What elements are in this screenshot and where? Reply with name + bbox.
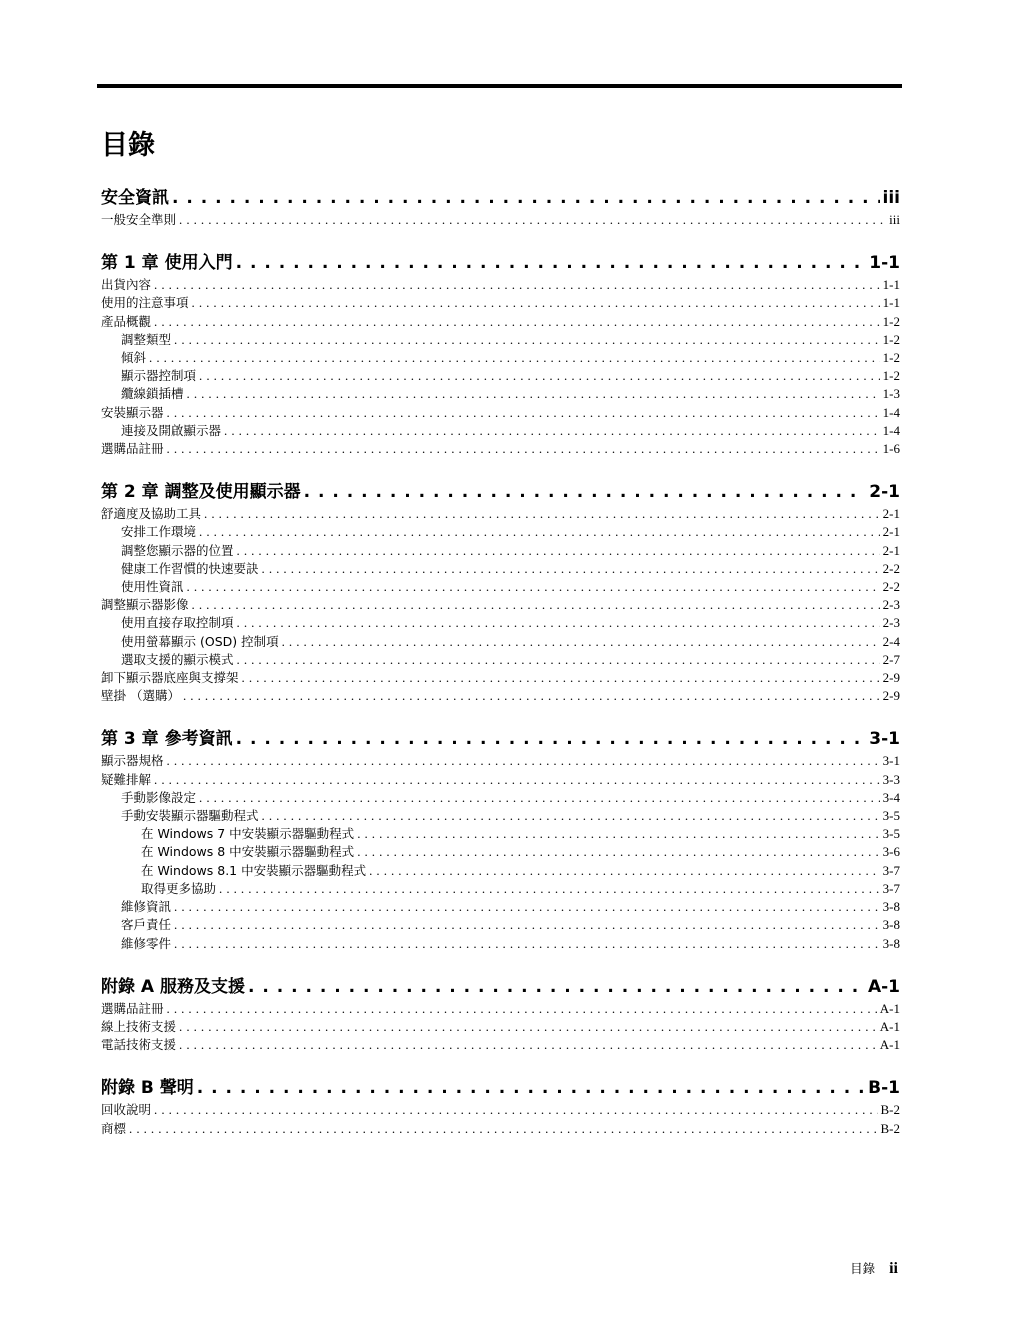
toc-entry-page: 3-7 xyxy=(882,862,900,878)
toc-entry[interactable] xyxy=(101,669,900,687)
toc-entry[interactable] xyxy=(101,542,900,560)
dot-leader xyxy=(154,1101,877,1119)
toc-entry-label: 維修零件 xyxy=(121,935,172,951)
toc-heading[interactable] xyxy=(101,975,900,1000)
toc-entry-page: 3-8 xyxy=(882,935,900,951)
toc-entry[interactable] xyxy=(101,807,900,825)
toc-entry-label: 使用直接存取控制項 xyxy=(121,615,234,631)
dot-leader xyxy=(187,578,880,596)
toc-section xyxy=(101,1076,900,1137)
toc-entry-page: 2-1 xyxy=(882,524,900,540)
dot-leader xyxy=(154,771,880,789)
toc-entry-page: 3-5 xyxy=(882,826,900,842)
toc-entry-label: 安排工作環境 xyxy=(121,524,197,540)
dot-leader xyxy=(174,935,880,953)
toc-entry-page: 2-2 xyxy=(882,579,900,595)
toc-entry-label: 手動影像設定 xyxy=(121,789,197,805)
toc-heading-page: 3-1 xyxy=(869,729,900,750)
toc-entry-label: 調整顯示器影像 xyxy=(101,597,189,613)
toc-section xyxy=(101,251,900,458)
dot-leader xyxy=(187,385,880,403)
dot-leader xyxy=(219,880,880,898)
toc-entry-page: 1-2 xyxy=(882,368,900,384)
toc-entry[interactable] xyxy=(101,385,900,403)
toc-entry-page: 2-1 xyxy=(882,506,900,522)
page-title: 目錄 xyxy=(101,130,155,161)
toc-entry-page: 3-8 xyxy=(882,899,900,915)
toc-heading-page: B-1 xyxy=(868,1078,900,1099)
toc-entry-label: 手動安裝顯示器驅動程式 xyxy=(121,808,259,824)
toc-entry-label: 使用螢幕顯示 (OSD) 控制項 xyxy=(121,633,279,649)
toc-entry[interactable] xyxy=(101,633,900,651)
toc-section xyxy=(101,480,900,705)
toc-entry[interactable] xyxy=(101,294,900,312)
dot-leader xyxy=(192,294,880,312)
toc-entry[interactable] xyxy=(101,1036,900,1054)
toc-heading-label: 附錄 A 服務及支援 xyxy=(101,976,245,997)
toc-entry[interactable] xyxy=(101,752,900,770)
toc-entry-page: 1-2 xyxy=(882,350,900,366)
toc-entry-page: 1-2 xyxy=(882,313,900,329)
dot-leader xyxy=(236,727,867,752)
dot-leader xyxy=(154,276,880,294)
toc-entry-label: 在 Windows 8 中安裝顯示器驅動程式 xyxy=(141,844,355,860)
dot-leader xyxy=(179,1018,877,1036)
dot-leader xyxy=(262,807,880,825)
toc-entry-label: 一般安全準則 xyxy=(101,212,177,227)
dot-leader xyxy=(357,843,879,861)
footer-label: 目錄 xyxy=(850,1261,876,1276)
toc-entry-page: 2-9 xyxy=(882,670,900,686)
table-of-contents xyxy=(101,186,900,1160)
toc-entry-page: 3-6 xyxy=(882,844,900,860)
toc-entry-label: 使用性資訊 xyxy=(121,579,184,595)
dot-leader xyxy=(167,752,880,770)
toc-entry[interactable] xyxy=(101,523,900,541)
toc-heading-page: A-1 xyxy=(867,976,900,997)
toc-entry-page: 1-2 xyxy=(882,331,900,347)
toc-entry-label: 傾斜 xyxy=(121,350,147,366)
toc-heading[interactable] xyxy=(101,1076,900,1101)
dot-leader xyxy=(129,1120,877,1138)
toc-entry-label: 纜線鎖插槽 xyxy=(121,386,184,402)
toc-entry-label: 選購品註冊 xyxy=(101,1000,164,1016)
toc-heading-page: 2-1 xyxy=(869,482,900,503)
toc-entry[interactable] xyxy=(101,505,900,523)
toc-entry[interactable] xyxy=(101,935,900,953)
toc-heading-label: 第 2 章 調整及使用顯示器 xyxy=(101,482,301,503)
toc-section xyxy=(101,727,900,952)
page-footer xyxy=(850,1259,898,1278)
dot-leader xyxy=(262,560,880,578)
toc-entry-page: 1-1 xyxy=(882,295,900,311)
toc-entry-label: 客戶責任 xyxy=(121,917,172,933)
dot-leader xyxy=(237,614,880,632)
toc-entry-label: 在 Windows 8.1 中安裝顯示器驅動程式 xyxy=(141,862,367,878)
toc-entry[interactable] xyxy=(101,651,900,669)
toc-entry-label: 顯示器規格 xyxy=(101,753,164,769)
dot-leader xyxy=(236,251,867,276)
toc-entry-label: 連接及開啟顯示器 xyxy=(121,422,222,438)
dot-leader xyxy=(282,633,880,651)
toc-entry-label: 壁掛 （選購） xyxy=(101,688,180,704)
toc-entry-label: 疑難排解 xyxy=(101,771,152,787)
toc-entry-page: 2-3 xyxy=(882,597,900,613)
toc-entry-label: 在 Windows 7 中安裝顯示器驅動程式 xyxy=(141,826,355,842)
toc-section xyxy=(101,975,900,1055)
toc-entry-label: 維修資訊 xyxy=(121,899,172,915)
toc-entry-page: B-2 xyxy=(880,1120,900,1136)
toc-entry-page: 2-1 xyxy=(882,542,900,558)
dot-leader xyxy=(167,404,880,422)
dot-leader xyxy=(199,789,880,807)
toc-heading-label: 安全資訊 xyxy=(101,188,169,208)
toc-entry[interactable] xyxy=(101,916,900,934)
dot-leader xyxy=(174,898,880,916)
toc-entry-page: 3-5 xyxy=(882,808,900,824)
toc-entry-page: 3-3 xyxy=(882,771,900,787)
dot-leader xyxy=(357,825,879,843)
dot-leader xyxy=(179,1036,877,1054)
toc-heading[interactable] xyxy=(101,727,900,752)
toc-heading-label: 第 1 章 使用入門 xyxy=(101,253,233,274)
toc-heading-page: iii xyxy=(882,188,900,208)
toc-entry-label: 產品概觀 xyxy=(101,313,152,329)
toc-entry-label: 健康工作習慣的快速要訣 xyxy=(121,560,259,576)
toc-entry-label: 出貨內容 xyxy=(101,277,152,293)
toc-heading-page: 1-1 xyxy=(869,253,900,274)
toc-entry-label: 顯示器控制項 xyxy=(121,368,197,384)
toc-entry[interactable] xyxy=(101,367,900,385)
toc-entry-page: 1-3 xyxy=(882,386,900,402)
toc-entry-label: 商標 xyxy=(101,1120,127,1136)
dot-leader xyxy=(183,687,880,705)
toc-entry[interactable] xyxy=(101,880,900,898)
dot-leader xyxy=(174,916,880,934)
toc-entry[interactable] xyxy=(101,687,900,705)
dot-leader xyxy=(197,1076,865,1101)
toc-entry-label: 調整類型 xyxy=(121,331,172,347)
toc-entry-page: 2-7 xyxy=(882,651,900,667)
toc-entry-page: 2-2 xyxy=(882,560,900,576)
toc-heading[interactable] xyxy=(101,480,900,505)
toc-entry-page: 1-6 xyxy=(882,441,900,457)
dot-leader xyxy=(237,651,880,669)
toc-entry[interactable] xyxy=(101,578,900,596)
toc-entry-label: 安裝顯示器 xyxy=(101,404,164,420)
toc-entry[interactable] xyxy=(101,771,900,789)
toc-section xyxy=(101,186,900,229)
dot-leader xyxy=(149,349,880,367)
toc-entry-page: A-1 xyxy=(879,1018,900,1034)
dot-leader xyxy=(167,440,880,458)
toc-entry[interactable] xyxy=(101,1120,900,1138)
dot-leader xyxy=(192,596,880,614)
toc-entry-label: 回收說明 xyxy=(101,1102,152,1118)
toc-entry-label: 選購品註冊 xyxy=(101,441,164,457)
toc-entry-page: 1-4 xyxy=(882,422,900,438)
toc-entry[interactable] xyxy=(101,789,900,807)
toc-entry-page: 3-7 xyxy=(882,880,900,896)
dot-leader xyxy=(199,523,880,541)
dot-leader xyxy=(154,313,880,331)
toc-entry-label: 電話技術支援 xyxy=(101,1037,177,1053)
toc-entry[interactable] xyxy=(101,1101,900,1119)
dot-leader xyxy=(204,505,880,523)
toc-entry[interactable] xyxy=(101,313,900,331)
toc-entry-page: 2-3 xyxy=(882,615,900,631)
toc-entry[interactable] xyxy=(101,1000,900,1018)
toc-entry-label: 調整您顯示器的位置 xyxy=(121,542,234,558)
toc-entry-label: 舒適度及協助工具 xyxy=(101,506,202,522)
toc-entry-page: A-1 xyxy=(879,1037,900,1053)
toc-entry[interactable] xyxy=(101,440,900,458)
toc-entry[interactable] xyxy=(101,862,900,880)
toc-heading[interactable] xyxy=(101,186,900,211)
dot-leader xyxy=(248,975,865,1000)
header-rule xyxy=(97,84,902,88)
toc-entry-page: 2-4 xyxy=(882,633,900,649)
toc-entry[interactable] xyxy=(101,349,900,367)
toc-entry-label: 取得更多協助 xyxy=(141,880,217,896)
toc-entry-label: 卸下顯示器底座與支撐架 xyxy=(101,670,239,686)
toc-entry[interactable] xyxy=(101,404,900,422)
toc-entry[interactable] xyxy=(101,422,900,440)
dot-leader xyxy=(172,186,880,211)
dot-leader xyxy=(304,480,867,505)
toc-entry-label: 線上技術支援 xyxy=(101,1018,177,1034)
footer-page-number: ii xyxy=(889,1260,898,1277)
toc-entry[interactable] xyxy=(101,825,900,843)
dot-leader xyxy=(242,669,880,687)
toc-entry-page: 1-4 xyxy=(882,404,900,420)
dot-leader xyxy=(174,331,880,349)
toc-entry[interactable] xyxy=(101,276,900,294)
toc-entry-page: 2-9 xyxy=(882,688,900,704)
toc-heading-label: 第 3 章 參考資訊 xyxy=(101,729,233,750)
toc-entry-page: 3-8 xyxy=(882,917,900,933)
toc-entry[interactable] xyxy=(101,331,900,349)
dot-leader xyxy=(369,862,880,880)
toc-entry-page: 1-1 xyxy=(882,277,900,293)
toc-entry-label: 選取支援的顯示模式 xyxy=(121,651,234,667)
dot-leader xyxy=(199,367,880,385)
toc-entry-page: iii xyxy=(889,212,900,227)
toc-entry-page: 3-4 xyxy=(882,789,900,805)
toc-entry[interactable] xyxy=(101,596,900,614)
toc-entry-label: 使用的注意事項 xyxy=(101,295,189,311)
toc-entry[interactable] xyxy=(101,560,900,578)
dot-leader xyxy=(167,1000,877,1018)
toc-entry-page: A-1 xyxy=(879,1000,900,1016)
dot-leader xyxy=(179,211,886,229)
toc-entry[interactable] xyxy=(101,843,900,861)
toc-entry-page: B-2 xyxy=(880,1102,900,1118)
toc-entry[interactable] xyxy=(101,1018,900,1036)
toc-entry[interactable] xyxy=(101,614,900,632)
toc-entry-page: 3-1 xyxy=(882,753,900,769)
toc-entry[interactable] xyxy=(101,898,900,916)
dot-leader xyxy=(224,422,880,440)
toc-entry[interactable] xyxy=(101,211,900,229)
toc-heading[interactable] xyxy=(101,251,900,276)
dot-leader xyxy=(237,542,880,560)
toc-heading-label: 附錄 B 聲明 xyxy=(101,1078,194,1099)
